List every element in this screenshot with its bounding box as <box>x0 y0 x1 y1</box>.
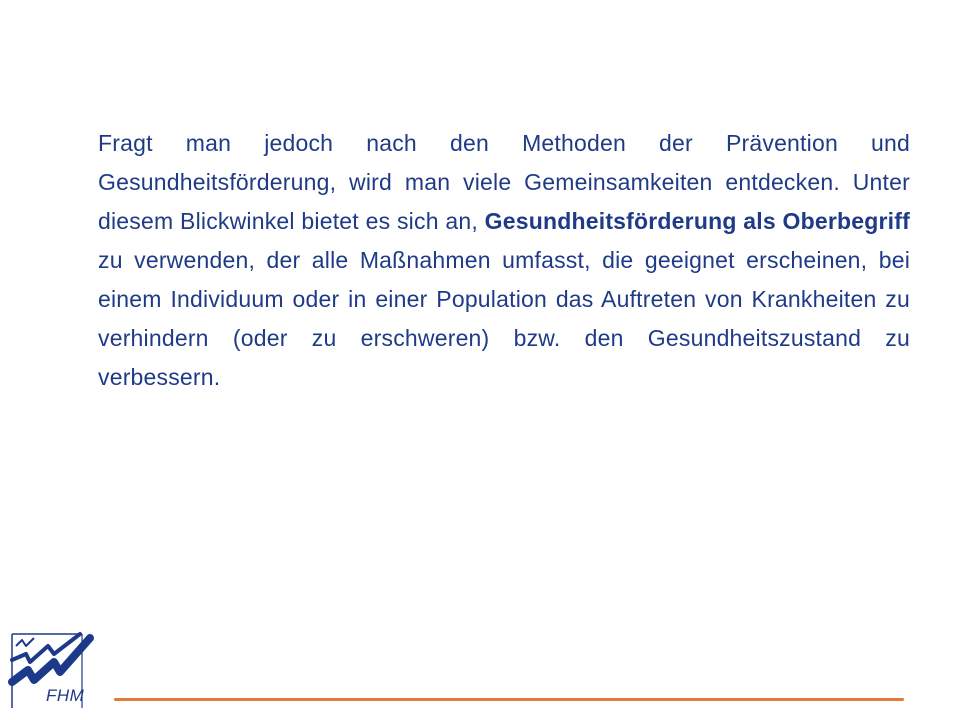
body-paragraph <box>98 124 910 397</box>
footer-divider <box>114 698 904 701</box>
paragraph-text-end: zu verwenden, der alle Maßnahmen umfasst, die geeignet erscheinen, bei einem Individuum oder in einer Population das Auftreten von Krankheiten zu verhindern (oder zu erschweren) bzw. den Gesundheitszustand zu verbessern. <box>98 247 910 390</box>
logo-text: FHM <box>46 686 85 705</box>
paragraph-emphasis: Gesundheitsförderung als Oberbegriff <box>484 208 910 234</box>
paragraph-text-start: Fragt man jedoch nach den Methoden der Prävention und Gesundheitsförderung, wird man viele Gemeinsamkeiten entdecken. Unter diesem Blickwinkel bietet es sich an, <box>98 130 910 234</box>
